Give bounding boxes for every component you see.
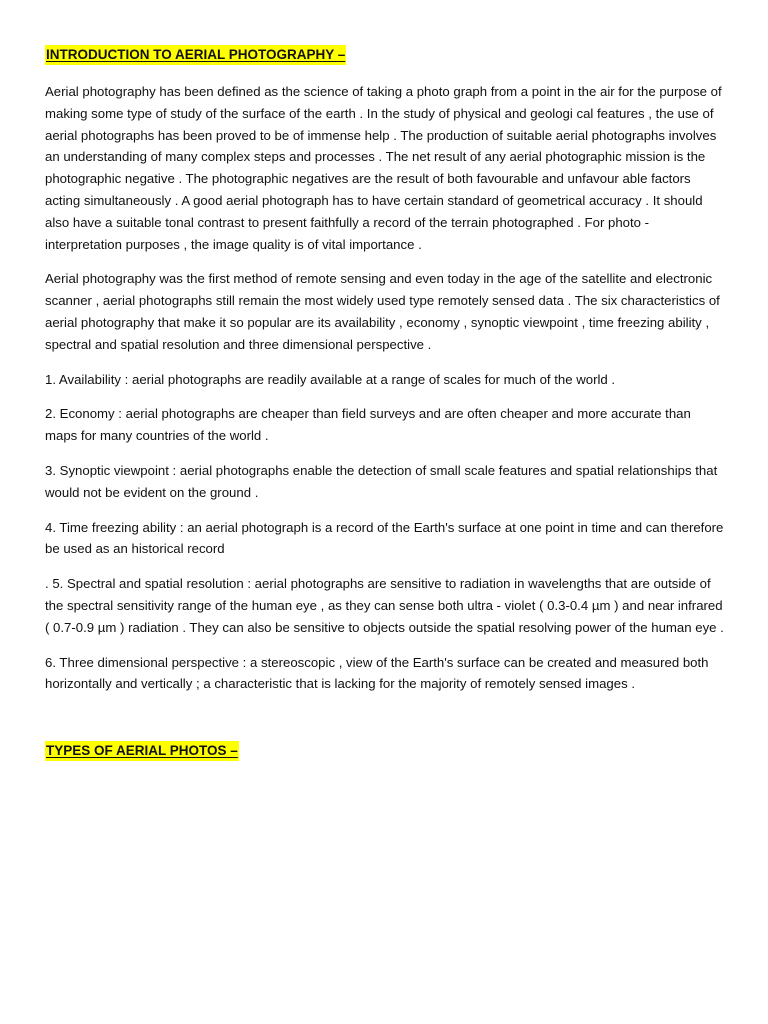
heading-intro-wrap [45,45,725,69]
point-synoptic-viewpoint: 3. Synoptic viewpoint : aerial photographs enable the detection of small scale features and spatial relationships that would not be evident on the ground . [45,462,718,500]
point-spectral-resolution: . 5. Spectral and spatial resolution : aerial photographs are sensitive to radiation in wavelengths that are outside of the spectral sensitivity range of the human eye , as they can sense both ultra - violet ( 0.3-0.4 µm ) and near infrared ( 0.7-0.9 µm ) radiation . They can also be sensitive to objects outside the spatial resolving power of the human eye . [45,576,724,635]
paragraph-remote-sensing: Aerial photography was the first method of remote sensing and even today in the age of the satellite and electronic scanner , aerial photographs still remain the most widely used type remotely sensed data . The six characteristics of aerial photography that make it so popular are its availability , economy , synoptic viewpoint , time freezing ability , spectral and spatial resolution and three dimensional perspective . [45,271,720,352]
point-economy: 2. Economy : aerial photographs are cheaper than field surveys and are often cheaper and more accurate than maps for many countries of the world . [45,406,691,444]
document-page [45,45,725,765]
heading-introduction: INTRODUCTION TO AERIAL PHOTOGRAPHY – [45,45,346,65]
heading-types-wrap [45,741,725,765]
point-availability: 1. Availability : aerial photographs are readily available at a range of scales for much of the world . [45,371,616,387]
paragraph-definition: Aerial photography has been defined as the science of taking a photo graph from a point in the air for the purpose of making some type of study of the surface of the earth . In the study of physical and geologi cal features , the use of aerial photographs has been proved to be of immense help . The production of suitable aerial photographs involves an understanding of many complex steps and processes . The net result of any aerial photographic mission is the photographic negative . The photographic negatives are the result of both favourable and unfavour able factors acting simultaneously . A good aerial photograph has to have certain standard of geometrical accuracy . It should also have a suitable tonal contrast to present faithfully a record of the terrain photographed . For photo - interpretation purposes , the image quality is of vital importance . [45,84,722,252]
heading-types-of-aerial-photos: TYPES OF AERIAL PHOTOS – [45,741,239,761]
point-time-freezing: 4. Time freezing ability : an aerial photograph is a record of the Earth's surface at one point in time and can therefore be used as an historical record [45,519,724,557]
point-three-dimensional: 6. Three dimensional perspective : a stereoscopic , view of the Earth's surface can be created and measured both horizontally and vertically ; a characteristic that is lacking for the majority of remotely sensed images . [45,654,709,692]
